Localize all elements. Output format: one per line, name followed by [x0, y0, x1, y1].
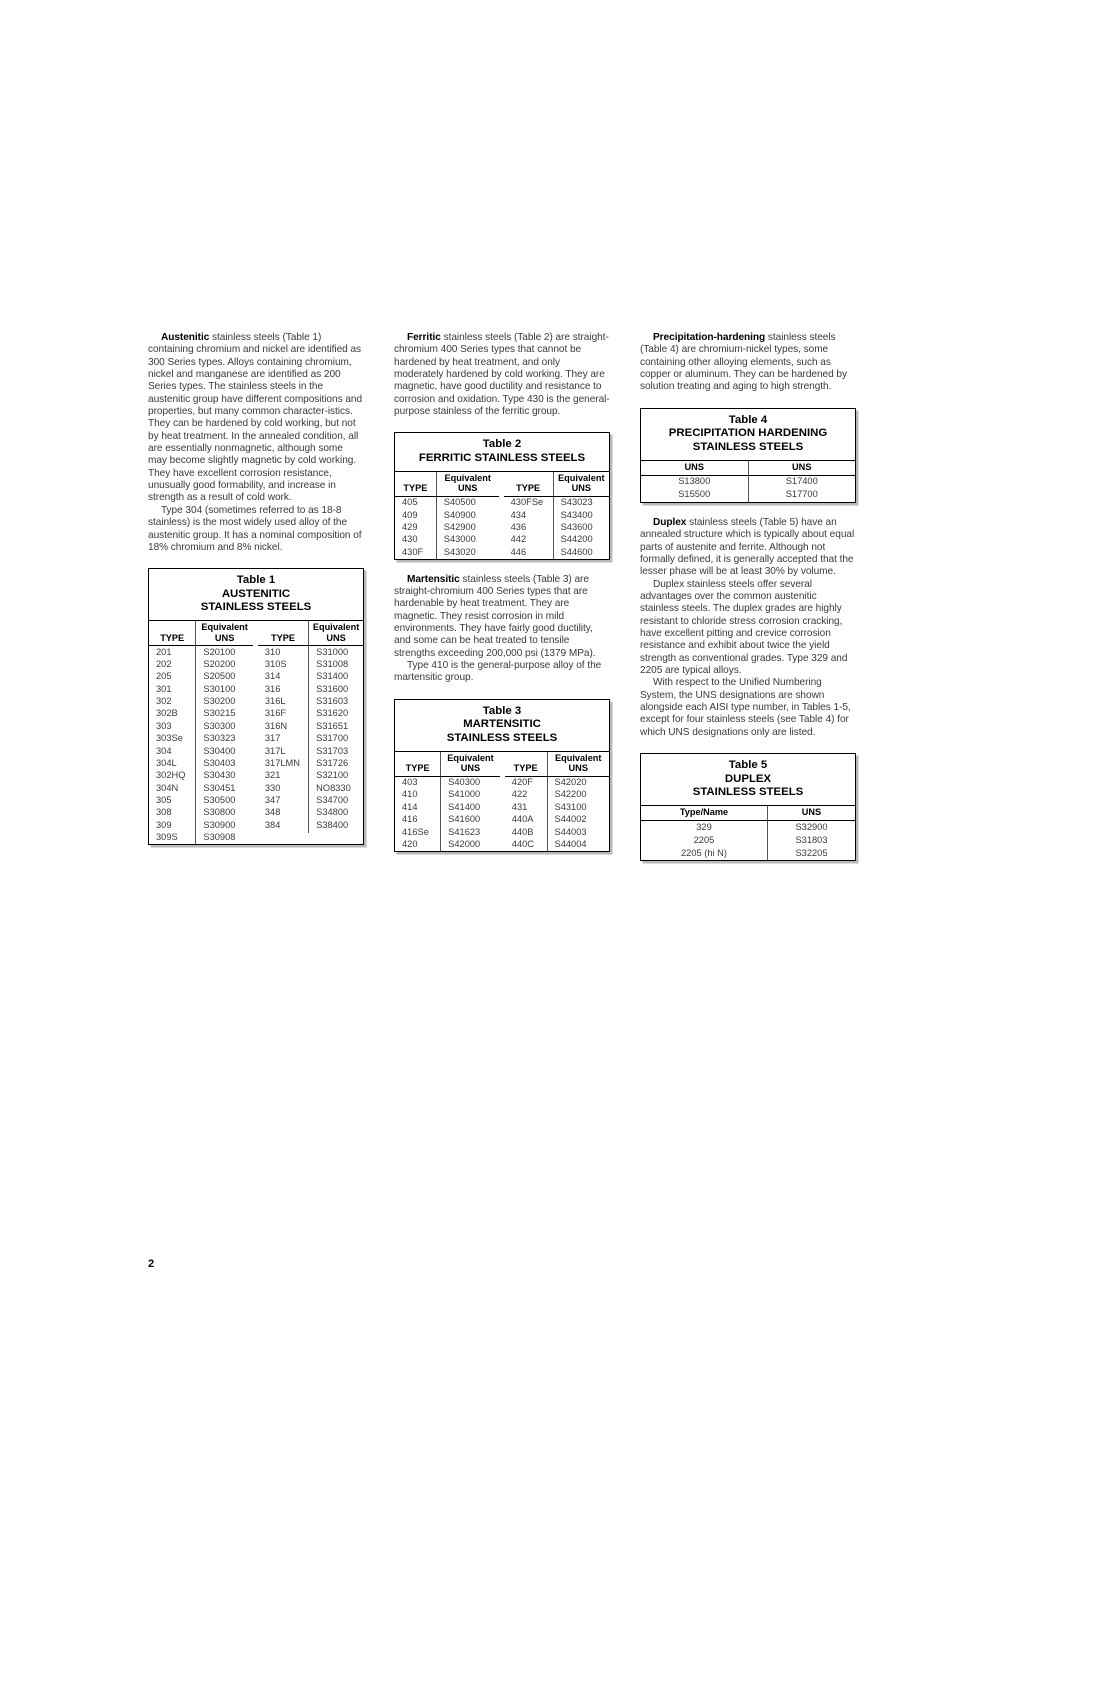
table-row [149, 770, 253, 782]
paragraph-duplex-advantages [640, 579, 856, 678]
cell-uns: S20500 [203, 671, 236, 682]
page-number: 2 [148, 1258, 155, 1270]
cell-uns [309, 832, 363, 833]
cell-type: 403 [395, 776, 441, 789]
table-row [504, 534, 609, 546]
table-row [641, 847, 855, 860]
table-row [149, 720, 253, 732]
paragraph-precipitation-hardening [640, 332, 856, 394]
cell-type: 305 [149, 795, 196, 807]
table-row [505, 839, 609, 851]
cell-uns: S42900 [443, 521, 476, 532]
table-3-left-grid [395, 752, 500, 851]
cell-type: 440B [505, 826, 547, 838]
table-row [395, 826, 500, 838]
paragraph-text: With respect to the Unified Numbering System, the UNS designations are shown alongside each AISI type number, in Tables 1-5, except for four stainless steels (see Table 4) for which UNS designations only are listed. [640, 677, 851, 738]
cell-type: 410 [395, 789, 441, 801]
cell-type: 302B [149, 708, 196, 720]
cell-type: 416 [395, 814, 441, 826]
table-row [505, 814, 609, 826]
table-row [258, 832, 363, 833]
cell-type: 316L [258, 696, 309, 708]
cell-uns: S43023 [560, 497, 593, 508]
table-1-left-grid [149, 621, 253, 844]
table-row [395, 534, 499, 546]
table-row [258, 770, 363, 782]
cell-uns: S30800 [203, 807, 236, 818]
cell-uns: S41400 [448, 801, 481, 812]
table-2-right-block [504, 472, 609, 559]
cell-uns: S31603 [316, 696, 349, 707]
cell-uns: S42200 [554, 789, 587, 800]
cell-type: 301 [149, 683, 196, 695]
table-row [504, 522, 609, 534]
table-4-precipitation-hardening [640, 408, 856, 503]
table-row [395, 522, 499, 534]
table-3-number: Table 3 [482, 704, 522, 717]
cell-uns: S44002 [554, 814, 587, 825]
table-row [395, 814, 500, 826]
table-2-header-unslabel-left: UNS [457, 483, 478, 494]
cell-type: 446 [504, 546, 553, 558]
cell-type: 384 [258, 819, 309, 831]
cell-uns: S30100 [203, 683, 236, 694]
table-row [395, 801, 500, 813]
cell-uns: S31726 [316, 757, 349, 768]
paragraph-text: stainless steels (Table 5) have an annealed structure which is typically about equal parts of austenite and ferrite. Although not formally defined, it is generally accepted that the lesser phase will be at least 30% by volume. [640, 516, 855, 578]
table-row [258, 720, 363, 732]
table-2-header-type-right: TYPE [504, 472, 553, 497]
table-3-martensitic [394, 699, 610, 852]
cell-uns: S43400 [560, 509, 593, 520]
table-row [149, 807, 253, 819]
cell-type: 316N [258, 720, 309, 732]
cell-uns: S31703 [316, 745, 349, 756]
table-5-line1: DUPLEX [724, 772, 772, 785]
cell-type: 317L [258, 745, 309, 757]
table-row [149, 646, 253, 659]
cell-uns: S34800 [316, 807, 349, 818]
table-5-line2: STAINLESS STEELS [692, 786, 804, 799]
cell-type: 430 [395, 534, 436, 546]
cell-uns: S20100 [203, 646, 236, 657]
table-5-title [641, 754, 855, 806]
table-row [504, 546, 609, 558]
table-row [149, 708, 253, 720]
table-2-left-grid [395, 472, 499, 559]
table-row [505, 801, 609, 813]
table-4-number: Table 4 [728, 413, 768, 426]
cell-type: 303Se [149, 733, 196, 745]
paragraph-text: Duplex stainless steels offer several advantages over the common austenitic stainless steels. The duplex grades are highly resistant to chloride stress corrosion cracking, have excellent pitting and crevice corrosion resistance and exhibit about twice the yield strength as conventional grades. Type 329 and 2205 are typical alloys. [640, 578, 848, 676]
cell-uns: S31400 [316, 671, 349, 682]
cell-uns: S31700 [316, 733, 349, 744]
table-1-body [149, 621, 363, 844]
table-3-right-grid [505, 752, 609, 851]
table-3-header-unslabel-right: UNS [568, 763, 588, 774]
table-row [641, 834, 855, 847]
page-content [148, 332, 854, 861]
table-row [258, 683, 363, 695]
cell-uns: S32205 [795, 848, 828, 859]
table-4-title [641, 409, 855, 461]
table-2-left-block [395, 472, 499, 559]
cell-uns: S44600 [560, 546, 593, 557]
table-5-header-uns: UNS [767, 806, 855, 821]
cell-type: 348 [258, 807, 309, 819]
table-row [149, 683, 253, 695]
table-3-header-uns-right [547, 752, 609, 777]
table-row [258, 733, 363, 745]
cell-uns: S30300 [203, 720, 236, 731]
table-2-body [395, 472, 609, 559]
cell-uns: S31803 [795, 834, 828, 845]
table-2-right-grid [504, 472, 609, 559]
table-3-line1: MARTENSITIC [463, 718, 541, 731]
cell-uns: S30200 [203, 696, 236, 707]
table-row [395, 776, 500, 789]
table-row [149, 782, 253, 794]
table-row [395, 496, 499, 509]
cell-type: 310S [258, 659, 309, 671]
table-2-header-uns-left [436, 472, 498, 497]
cell-type: 405 [395, 496, 436, 509]
table-5-duplex [640, 753, 856, 861]
table-4-line1: PRECIPITATION HARDENING [668, 427, 828, 440]
table-row [258, 758, 363, 770]
table-1-line2: STAINLESS STEELS [200, 601, 312, 614]
column-2 [394, 332, 610, 852]
cell-uns: S32100 [316, 770, 349, 781]
table-1-line1: AUSTENITIC [221, 587, 291, 600]
paragraph-uns-system [640, 677, 856, 739]
table-row [149, 659, 253, 671]
cell-uns: S31620 [316, 708, 349, 719]
cell-uns: S30323 [203, 733, 236, 744]
table-row [149, 733, 253, 745]
cell-uns-left: S13800 [641, 475, 748, 489]
table-1-header-uns-right [309, 621, 363, 646]
lead-in-precipitation: Precipitation-hardening [653, 332, 766, 343]
cell-type: 440A [505, 814, 547, 826]
paragraph-duplex [640, 517, 856, 579]
table-2-line1: FERRITIC STAINLESS STEELS [418, 452, 586, 464]
cell-type: 330 [258, 782, 309, 794]
table-row [258, 671, 363, 683]
cell-typename: 2205 [641, 834, 767, 847]
cell-uns: S30403 [203, 757, 236, 768]
paragraph-text: stainless steels (Table 2) are straight-chromium 400 Series types that cannot be hardened by heat treatment, and only moderately hardened by cold working. They are magnetic, have good ductility and resistance to corrosion and oxidation. Type 430 is the general-purpose stainless of the ferritic group. [394, 332, 610, 418]
spacer [640, 503, 856, 517]
table-1-header-unslabel-right: UNS [326, 632, 346, 643]
column-1 [148, 332, 364, 845]
table-1-austenitic [148, 568, 364, 845]
cell-uns: S44004 [554, 838, 587, 849]
cell-type: 420 [395, 839, 441, 851]
table-row [641, 475, 855, 489]
table-3-header-equivalent-right: Equivalent [555, 752, 602, 763]
paragraph-text: Type 410 is the general-purpose alloy of the martensitic group. [394, 660, 602, 684]
cell-type: 442 [504, 534, 553, 546]
table-row [149, 819, 253, 831]
table-3-body [395, 752, 609, 851]
cell-uns: S43600 [560, 521, 593, 532]
cell-typename: 2205 (hi N) [641, 847, 767, 860]
table-1-header-type-right: TYPE [258, 621, 309, 646]
cell-uns-right: S17700 [785, 489, 818, 500]
table-2-header-equivalent-right: Equivalent [558, 472, 605, 483]
cell-type: 201 [149, 646, 196, 659]
cell-type: 431 [505, 801, 547, 813]
paragraph-text: stainless steels (Table 4) are chromium-nickel types, some containing other alloying elements, such as copper or aluminum. They can be hardened by solution treating and aging to high strength. [640, 332, 847, 393]
cell-type: 303 [149, 720, 196, 732]
table-row [258, 795, 363, 807]
paragraph-type-304 [148, 505, 364, 554]
cell-uns: S43020 [443, 546, 476, 557]
table-1-number: Table 1 [236, 574, 276, 587]
table-2-title [395, 433, 609, 471]
table-1-header-unslabel-left: UNS [214, 632, 235, 643]
table-row [258, 819, 363, 831]
lead-in-duplex: Duplex [653, 516, 687, 528]
table-1-header-equivalent-left: Equivalent [201, 621, 248, 632]
cell-uns: NO8330 [316, 782, 351, 793]
cell-type: 308 [149, 807, 196, 819]
cell-uns-left: S15500 [641, 489, 748, 502]
table-4-header-uns-left: UNS [641, 461, 748, 476]
table-row [641, 489, 855, 502]
table-5-header-typename: Type/Name [641, 806, 767, 821]
table-row [395, 789, 500, 801]
table-row [504, 509, 609, 521]
paragraph-austenitic [148, 332, 364, 505]
cell-uns: S20200 [203, 658, 236, 669]
cell-uns: S40500 [443, 497, 476, 508]
cell-uns: S30908 [203, 832, 236, 843]
cell-uns: S40900 [443, 509, 476, 520]
table-1-left-block [149, 621, 253, 844]
table-1-header-equivalent-right: Equivalent [312, 621, 360, 632]
table-row [149, 671, 253, 683]
paragraph-text: stainless steels (Table 3) are straight-chromium 400 Series types that are hardenable by heat treatment. They are magnetic. They resist corrosion in mild environments. They have fairly good ductility, and some can be heat treated to tensile strengths exceeding 200,000 psi (1379 MPa). [394, 573, 596, 659]
table-row [505, 789, 609, 801]
table-row [149, 758, 253, 770]
table-row [149, 795, 253, 807]
table-row [258, 807, 363, 819]
table-3-header-type-right: TYPE [505, 752, 547, 777]
table-2-number: Table 2 [482, 438, 522, 451]
table-2-header-unslabel-right: UNS [571, 483, 591, 494]
table-3-header-equivalent-left: Equivalent [447, 752, 494, 763]
cell-uns-right: S17400 [785, 476, 818, 487]
cell-uns: S41000 [448, 789, 481, 800]
table-2-header-type-left: TYPE [395, 472, 436, 497]
cell-type: 316 [258, 683, 309, 695]
cell-type: 302 [149, 696, 196, 708]
cell-type: 321 [258, 770, 309, 782]
cell-uns: S31651 [316, 720, 349, 731]
cell-type: 309S [149, 832, 196, 844]
table-2-header-equivalent-left: Equivalent [444, 472, 491, 483]
lead-in-austenitic: Austenitic [161, 332, 210, 343]
table-2-header-uns-right [553, 472, 609, 497]
cell-type: 304N [149, 782, 196, 794]
table-3-header-unslabel-left: UNS [460, 763, 481, 774]
table-row [258, 782, 363, 794]
cell-type: 429 [395, 522, 436, 534]
table-3-right-block [505, 752, 609, 851]
table-row [505, 826, 609, 838]
lead-in-ferritic: Ferritic [407, 332, 441, 343]
table-row [258, 696, 363, 708]
table-4-header-uns-right: UNS [748, 461, 855, 476]
table-row [395, 509, 499, 521]
table-row [505, 776, 609, 789]
table-1-header-type-left: TYPE [149, 621, 196, 646]
paragraph-martensitic [394, 574, 610, 660]
cell-type: 314 [258, 671, 309, 683]
cell-uns: S30400 [203, 745, 236, 756]
table-row [258, 708, 363, 720]
cell-type: 317 [258, 733, 309, 745]
cell-uns: S43100 [554, 801, 587, 812]
table-3-line2: STAINLESS STEELS [446, 731, 558, 744]
three-column-layout [148, 332, 854, 861]
cell-uns: S43000 [443, 534, 476, 545]
cell-type: 440C [505, 839, 547, 851]
cell-type: 317LMN [258, 758, 309, 770]
cell-uns: S38400 [316, 819, 349, 830]
cell-uns: S31008 [316, 658, 349, 669]
cell-type [258, 832, 309, 833]
cell-uns: S30900 [203, 819, 236, 830]
table-row [641, 820, 855, 834]
cell-type: 420F [505, 776, 547, 789]
table-1-right-block [258, 621, 363, 844]
cell-uns: S42000 [448, 838, 481, 849]
cell-uns: S30451 [203, 782, 236, 793]
cell-uns: S42020 [554, 777, 587, 788]
cell-type: 309 [149, 819, 196, 831]
cell-type: 316F [258, 708, 309, 720]
cell-type: 414 [395, 801, 441, 813]
cell-type: 422 [505, 789, 547, 801]
cell-type: 409 [395, 509, 436, 521]
table-1-header-uns-left [196, 621, 253, 646]
paragraph-text: Type 304 (sometimes referred to as 18-8 stainless) is the most widely used alloy of the austenitic group. It has a nominal composition of 18% chromium and 8% nickel. [148, 504, 362, 553]
cell-uns: S41623 [448, 826, 481, 837]
cell-uns: S44003 [554, 826, 587, 837]
paragraph-ferritic [394, 332, 610, 418]
table-row [504, 496, 609, 509]
table-5-number: Table 5 [728, 759, 768, 772]
table-4-grid [641, 461, 855, 502]
cell-type: 304 [149, 745, 196, 757]
table-row [149, 696, 253, 708]
lead-in-martensitic: Martensitic [407, 573, 460, 585]
cell-uns: S34700 [316, 795, 349, 806]
table-3-title [395, 700, 609, 752]
table-row [149, 832, 253, 844]
table-3-header-uns-left [441, 752, 500, 777]
cell-type: 434 [504, 509, 553, 521]
cell-type: 430FSe [504, 496, 553, 509]
table-row [258, 646, 363, 659]
cell-type: 302HQ [149, 770, 196, 782]
cell-type: 436 [504, 522, 553, 534]
cell-type: 202 [149, 659, 196, 671]
table-row [395, 546, 499, 558]
cell-typename: 329 [641, 820, 767, 834]
cell-type: 310 [258, 646, 309, 659]
table-5-grid [641, 806, 855, 861]
table-1-right-grid [258, 621, 363, 833]
cell-type: 205 [149, 671, 196, 683]
table-4-line2: STAINLESS STEELS [692, 440, 804, 453]
table-row [258, 659, 363, 671]
cell-uns: S40300 [448, 777, 481, 788]
cell-type: 304L [149, 758, 196, 770]
table-1-title [149, 569, 363, 621]
table-2-ferritic [394, 432, 610, 559]
table-row [395, 839, 500, 851]
cell-uns: S44200 [560, 534, 593, 545]
cell-type: 430F [395, 546, 436, 558]
column-3 [640, 332, 856, 861]
cell-type: 416Se [395, 826, 441, 838]
cell-uns: S31600 [316, 683, 349, 694]
paragraph-type-410 [394, 660, 610, 685]
paragraph-text: stainless steels (Table 1) containing chromium and nickel are identified as 300 Series types. Alloys containing chromium, nickel and manganese are identified as 200 Series types. The stainless steels in the austenitic group have different compositions and properties, but many common character-istics. They can be hardened by cold working, but not by heat treatment. In the annealed condition, all are essentially nonmagnetic, although some may become slightly magnetic by cold working. They have excellent corrosion resistance, unusually good formability, and increase in strength as a result of cold work. [148, 332, 363, 504]
cell-uns: S30430 [203, 770, 236, 781]
table-3-left-block [395, 752, 500, 851]
cell-uns: S30500 [203, 795, 236, 806]
cell-uns: S41600 [448, 814, 481, 825]
cell-uns: S30215 [203, 708, 236, 719]
spacer [394, 560, 610, 574]
cell-uns: S32900 [795, 821, 828, 832]
table-row [149, 745, 253, 757]
cell-uns: S31000 [316, 646, 349, 657]
table-3-header-type-left: TYPE [395, 752, 441, 777]
cell-type: 347 [258, 795, 309, 807]
table-row [258, 745, 363, 757]
